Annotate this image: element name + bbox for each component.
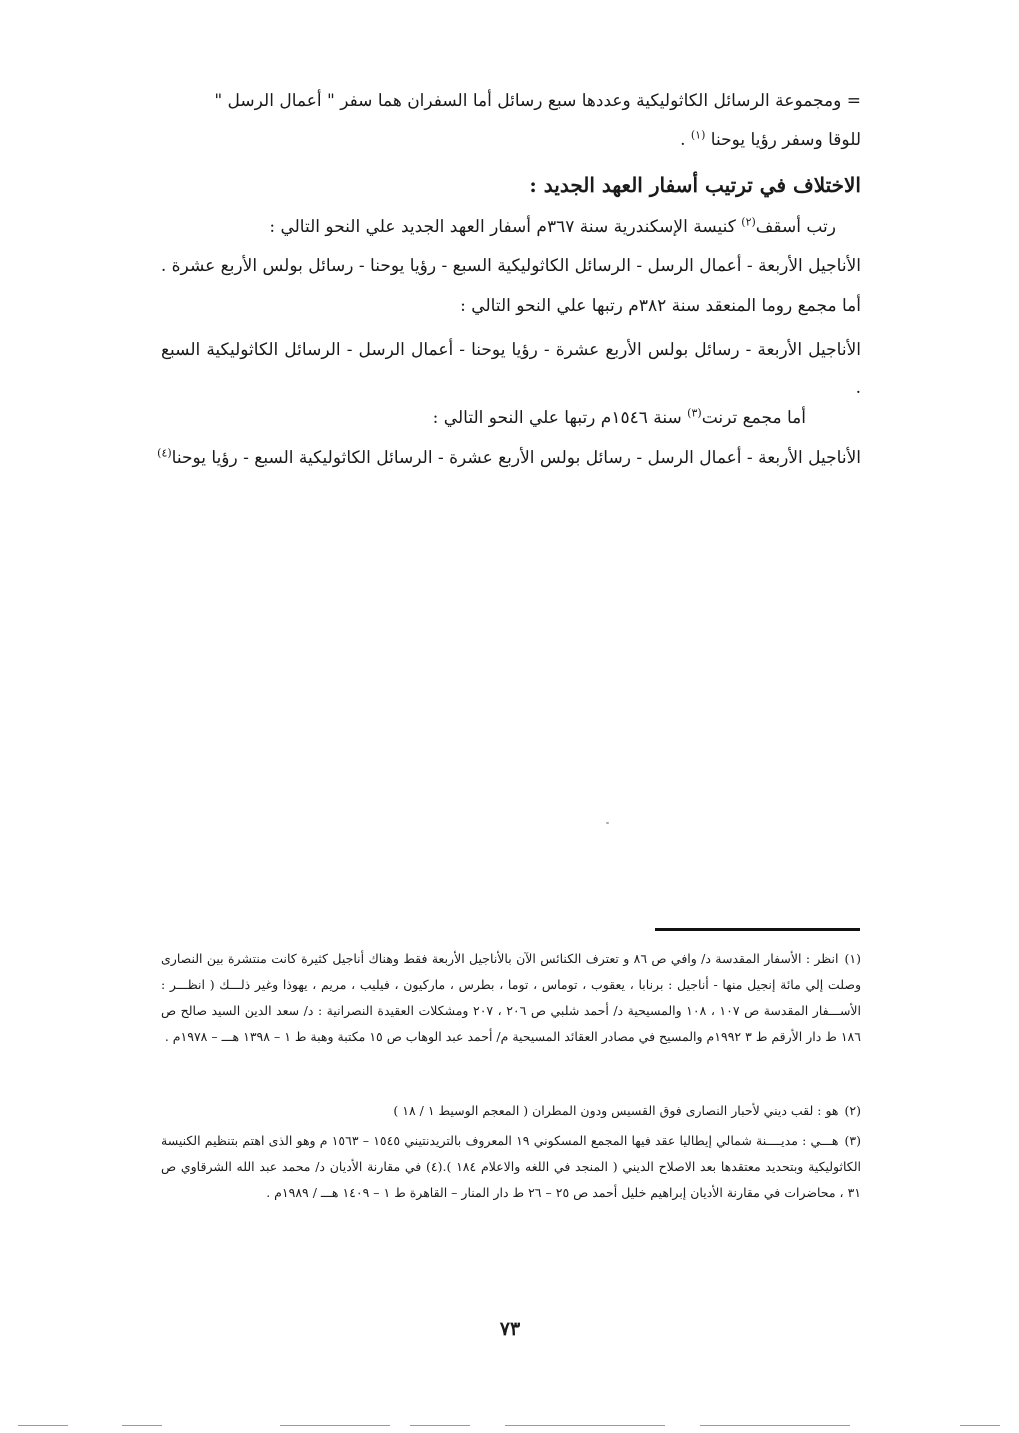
scan-speck xyxy=(606,822,609,824)
continuation-text: = ومجموعة الرسائل الكاثوليكية وعددها سبع رسائل أما السفران هما سفر " أعمال الرسل " xyxy=(214,91,861,111)
footnote-3-text: هـــي : مديــــنة شمالي إيطاليا عقد فيها المجمع المسكوني ١٩ المعروف بالتريدنتيني ١٥٤٥ – ١٥٦٣ م وهو الذى اهتم بتنظيم الكنيسة الكاثوليكية وبتحديد معتقدها بعد الاصلاح الديني ( المنجد في اللغه والاعلام ١٨٤ ).(٤) في مقارنة الأديان د/ محمد عبد الله الشرقاوي ص ٣١ ، محاضرات في مقارنة الأديان إبراهيم خليل أحمد ص ٢٥ – ٢٦ ط دار المنار – القاهرة ط ١ – ١٤٠٩ هـــ / ١٩٨٩م . xyxy=(161,1133,861,1200)
trent-intro xyxy=(433,405,806,431)
trent-intro-b: سنة ١٥٤٦م رتبها علي النحو التالي : xyxy=(432,408,682,428)
scan-edge-line xyxy=(280,1425,390,1426)
section-heading: الاختلاف في ترتيب أسفار العهد الجديد : xyxy=(529,173,861,197)
footnote-ref-2[interactable]: (٢) xyxy=(741,215,756,229)
alexandria-intro-b: كنيسة الإسكندرية سنة ٣٦٧م أسفار العهد الجديد علي النحو التالي : xyxy=(269,217,736,237)
trent-order xyxy=(157,445,861,471)
alexandria-order: الأناجيل الأربعة - أعمال الرسل - الرسائل الكاثوليكية السبع - رؤيا يوحنا - رسائل بولس الأربع عشرة . xyxy=(160,256,861,276)
footnote-ref-3[interactable]: (٣) xyxy=(687,406,702,420)
alexandria-intro-a: رتب أسقف xyxy=(755,217,836,237)
scan-edge-line xyxy=(410,1425,470,1426)
footnote-1-text: انظر : الأسفار المقدسة د/ وافي ص ٨٦ و تعترف الكنائس الآن بالأناجيل الأربعة فقط وهناك أناجيل كثيرة كانت منتشرة بين النصارى وصلت إلي مائة إنجيل منها - أناجيل : برنابا ، يعقوب ، توماس ، توما ، بطرس ، ماركيون ، فيليب ، مريم ، يهوذا وغير ذلـــك ( انظـــر : الأســـفار المقدسة ص ١٠٧ ، ١٠٨ والمسيحية د/ أحمد شلبي ص ٢٠٦ ، ٢٠٧ ومشكلات العقيدة النصرانية : د/ سعد الدين السيد صالح ص ١٨٦ ط دار الأرقم ط ٣ ١٩٩٢م والمسيح في مصادر العقائد المسيحية م/ أحمد عبد الوهاب ص ١٥ مكتبة وهبة ط ١ – ١٣٩٨ هـــ – ١٩٧٨م . xyxy=(161,951,862,1044)
footnote-separator xyxy=(655,928,860,931)
footnote-3 xyxy=(161,1128,861,1206)
continuation-line xyxy=(161,88,861,114)
scan-edge-line xyxy=(18,1425,68,1426)
rome-intro: أما مجمع روما المنعقد سنة ٣٨٢م رتبها علي النحو التالي : xyxy=(460,296,861,316)
footnote-1-number: (١) xyxy=(844,951,861,966)
alexandria-intro xyxy=(269,214,836,240)
scan-edge-line xyxy=(700,1425,850,1426)
trent-order-text: الأناجيل الأربعة - أعمال الرسل - رسائل بولس الأربع عشرة - الرسائل الكاثوليكية السبع - رؤيا يوحنا xyxy=(171,448,861,468)
footnote-3-number: (٣) xyxy=(844,1133,861,1148)
line-end-period: . xyxy=(680,130,686,150)
luke-revelation-text: للوقا وسفر رؤيا يوحنا xyxy=(710,130,861,150)
scan-edge-line xyxy=(960,1425,1000,1426)
scan-edge-line xyxy=(122,1425,162,1426)
scan-edge-line xyxy=(505,1425,665,1426)
trent-intro-a: أما مجمع ترنت xyxy=(701,408,806,428)
footnote-1 xyxy=(161,946,861,1050)
footnote-2 xyxy=(161,1098,861,1124)
luke-revelation-line xyxy=(161,127,861,153)
page-number: ٧٣ xyxy=(499,1318,521,1340)
footnote-ref-4[interactable]: (٤) xyxy=(157,446,172,460)
footnote-2-text: هو : لقب ديني لأحبار النصارى فوق القسيس ودون المطران ( المعجم الوسيط ١ / ١٨ ) xyxy=(393,1103,839,1118)
rome-order: الأناجيل الأربعة - رسائل بولس الأربع عشرة - رؤيا يوحنا - أعمال الرسل - الرسائل الكاثوليكية السبع . xyxy=(161,340,861,398)
footnote-ref-1[interactable]: (١) xyxy=(690,128,706,142)
footnote-2-number: (٢) xyxy=(844,1103,861,1118)
